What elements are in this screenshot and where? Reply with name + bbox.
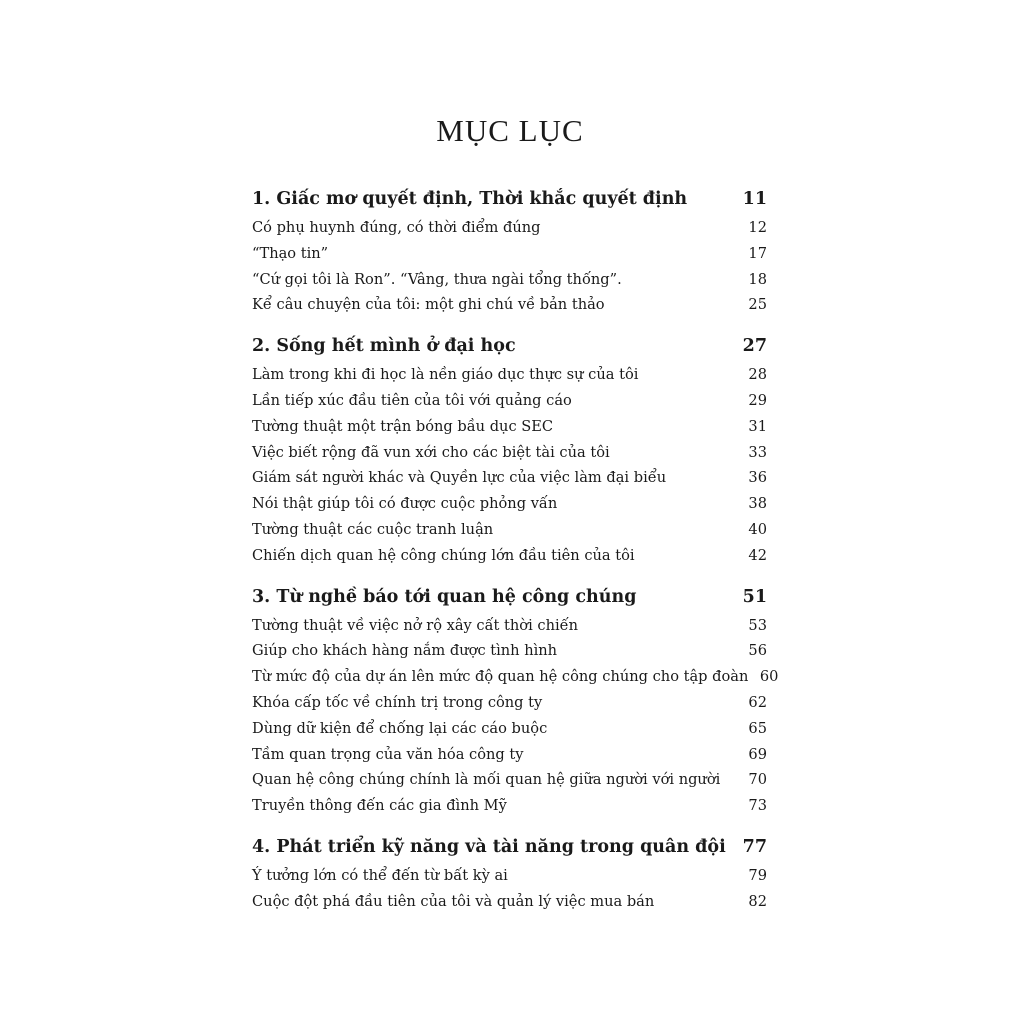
- entry-title: Ý tưởng lớn có thể đến từ bất kỳ ai: [252, 866, 508, 884]
- toc-entry[interactable]: [252, 366, 767, 392]
- entry-title: Tầm quan trọng của văn hóa công ty: [252, 745, 524, 763]
- toc-entry[interactable]: [252, 271, 767, 297]
- chapter-2: [252, 336, 767, 572]
- toc-entry[interactable]: [252, 296, 767, 322]
- entry-page-number: 18: [748, 270, 767, 288]
- chapter-heading[interactable]: [252, 837, 767, 867]
- toc-entry[interactable]: [252, 617, 767, 643]
- chapter-page-number: 77: [742, 836, 767, 857]
- toc-entry[interactable]: [252, 418, 767, 444]
- chapter-page-number: 11: [742, 189, 767, 209]
- entry-page-number: 60: [759, 668, 779, 686]
- toc-entry[interactable]: [252, 469, 767, 495]
- chapter-1: [252, 189, 767, 322]
- entry-title: Giúp cho khách hàng nắm được tình hình: [252, 642, 558, 660]
- entry-title: Chiến dịch quan hệ công chúng lớn đầu tiên của tôi: [252, 546, 635, 564]
- entry-page-number: 40: [748, 520, 767, 538]
- entry-page-number: 65: [748, 719, 767, 737]
- entry-title: Giám sát người khác và Quyền lực của việc làm đại biểu: [252, 469, 667, 487]
- entry-page-number: 12: [748, 219, 767, 236]
- entry-title: Từ mức độ của dự án lên mức độ quan hệ công chúng cho tập đoàn: [252, 668, 749, 686]
- entry-page-number: 29: [748, 391, 767, 409]
- entry-page-number: 53: [748, 616, 767, 634]
- chapter-page-number: 51: [742, 586, 767, 607]
- page-title: MỤC LỤC: [436, 112, 584, 148]
- toc-entry[interactable]: [252, 720, 767, 746]
- entry-page-number: 25: [748, 296, 767, 314]
- chapter-title: 4. Phát triển kỹ năng và tài năng trong quân đội: [252, 836, 726, 857]
- chapter-heading[interactable]: [252, 587, 767, 617]
- toc-entry[interactable]: [252, 444, 767, 470]
- entry-page-number: 70: [748, 771, 767, 789]
- entry-title: Việc biết rộng đã vun xới cho các biệt tài của tôi: [252, 443, 610, 461]
- toc-entry[interactable]: [252, 495, 767, 521]
- toc-entry[interactable]: [252, 547, 767, 573]
- entry-title: Tường thuật một trận bóng bầu dục SEC: [252, 417, 554, 435]
- entry-title: Tường thuật về việc nở rộ xây cất thời chiến: [252, 616, 579, 634]
- entry-title: Tường thuật các cuộc tranh luận: [252, 520, 494, 538]
- entry-page-number: 62: [748, 693, 767, 711]
- entry-title: Nói thật giúp tôi có được cuộc phỏng vấn: [252, 495, 558, 513]
- toc-entry[interactable]: [252, 694, 767, 720]
- toc-entry[interactable]: [252, 771, 767, 797]
- entry-page-number: 31: [748, 417, 767, 435]
- entry-page-number: 38: [748, 495, 767, 513]
- toc-entry[interactable]: [252, 392, 767, 418]
- entry-page-number: 33: [748, 443, 767, 461]
- entry-title: Cuộc đột phá đầu tiên của tôi và quản lý việc mua bán: [252, 892, 655, 910]
- entry-page-number: 56: [748, 642, 767, 660]
- entry-title: Quan hệ công chúng chính là mối quan hệ giữa người với người: [252, 771, 721, 789]
- chapter-3: [252, 586, 779, 823]
- entry-page-number: 79: [748, 866, 767, 884]
- toc-entry[interactable]: [252, 893, 767, 919]
- toc-entry[interactable]: [252, 668, 779, 694]
- entry-page-number: 42: [748, 546, 767, 564]
- entry-title: Khóa cấp tốc về chính trị trong công ty: [252, 693, 543, 711]
- toc-entry[interactable]: [252, 746, 767, 772]
- entry-title: Truyền thông đến các gia đình Mỹ: [252, 797, 507, 815]
- toc-entry[interactable]: [252, 245, 767, 271]
- toc-entry[interactable]: [252, 219, 767, 245]
- chapter-heading[interactable]: [252, 336, 767, 366]
- entry-page-number: 17: [748, 244, 767, 262]
- toc-entry[interactable]: [252, 642, 767, 668]
- entry-page-number: 28: [748, 366, 767, 384]
- entry-title: Làm trong khi đi học là nền giáo dục thực sự của tôi: [252, 366, 639, 384]
- chapter-heading[interactable]: [252, 189, 767, 219]
- entry-page-number: 69: [748, 745, 767, 763]
- chapter-title: 3. Từ nghề báo tới quan hệ công chúng: [252, 586, 637, 607]
- entry-page-number: 82: [748, 892, 767, 910]
- entry-title: “Thạo tin”: [252, 244, 329, 262]
- table-of-contents: [252, 189, 779, 933]
- entry-page-number: 36: [748, 469, 767, 487]
- entry-title: “Cứ gọi tôi là Ron”. “Vâng, thưa ngài tổng thống”.: [252, 270, 622, 288]
- toc-entry[interactable]: [252, 797, 767, 823]
- chapter-title: 1. Giấc mơ quyết định, Thời khắc quyết định: [252, 189, 688, 209]
- entry-title: Kể câu chuyện của tôi: một ghi chú về bản thảo: [252, 296, 605, 314]
- entry-title: Có phụ huynh đúng, có thời điểm đúng: [252, 219, 541, 236]
- chapter-page-number: 27: [742, 336, 767, 357]
- toc-entry[interactable]: [252, 867, 767, 893]
- chapter-title: 2. Sống hết mình ở đại học: [252, 336, 516, 357]
- chapter-4: [252, 837, 767, 919]
- toc-entry[interactable]: [252, 521, 767, 547]
- entry-page-number: 73: [748, 797, 767, 815]
- entry-title: Dùng dữ kiện để chống lại các cáo buộc: [252, 719, 548, 737]
- entry-title: Lần tiếp xúc đầu tiên của tôi với quảng cáo: [252, 391, 572, 409]
